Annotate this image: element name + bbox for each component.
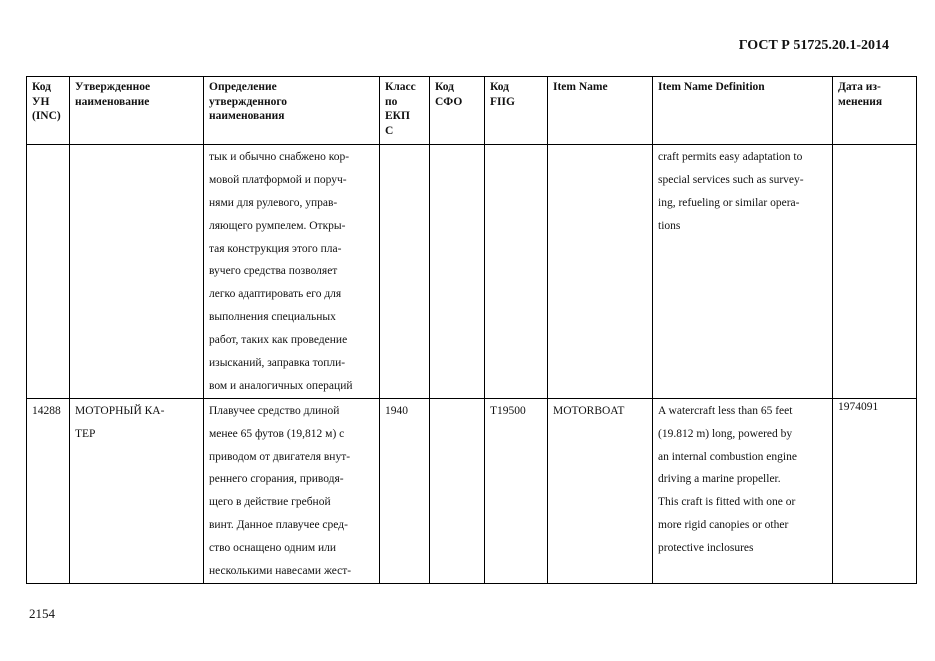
- cell-definition: Плавучее средство длиной менее 65 футов (19,812 м) с приводом от двигателя внут- реннего сгорания, приводя- щего в действие гребной винт. Данное плавучее сред- ство оснащено одним или несколькими навесами жест-: [204, 398, 380, 583]
- header-definition: Определение утвержденного наименования: [204, 77, 380, 145]
- cell-approved-name: МОТОРНЫЙ КА- ТЕР: [70, 398, 204, 583]
- header-item-name: Item Name: [548, 77, 653, 145]
- cell-sfo-code: [430, 398, 485, 583]
- table-row: [27, 398, 917, 583]
- cell-fiig-code: T19500: [485, 398, 548, 583]
- cell-item-name: [548, 145, 653, 399]
- items-table: [26, 76, 917, 584]
- cell-fiig-code: [485, 145, 548, 399]
- header-change-date: Дата из- менения: [833, 77, 917, 145]
- header-fiig-code: Код FIIG: [485, 77, 548, 145]
- page-number: 2154: [29, 606, 55, 621]
- header-approved-name: Утвержденное наименование: [70, 77, 204, 145]
- cell-approved-name: [70, 145, 204, 399]
- header-ekps-class: Класс по ЕКП С: [380, 77, 430, 145]
- standard-id: ГОСТ Р 51725.20.1-2014: [738, 38, 889, 53]
- header-item-name-definition: Item Name Definition: [653, 77, 833, 145]
- cell-ekps-class: [380, 145, 430, 399]
- cell-ekps-class: 1940: [380, 398, 430, 583]
- cell-item-name-definition: craft permits easy adaptation to special services such as survey- ing, refueling or similar opera- tions: [653, 145, 833, 399]
- cell-item-name-definition: A watercraft less than 65 feet (19.812 m) long, powered by an internal combustion engine driving a marine propeller. This craft is fitted with one or more rigid canopies or other protective inclosures: [653, 398, 833, 583]
- header-sfo-code: Код СФО: [430, 77, 485, 145]
- cell-item-name: MOTORBOAT: [548, 398, 653, 583]
- cell-inc: [27, 145, 70, 399]
- header-row: [27, 77, 917, 145]
- cell-inc: 14288: [27, 398, 70, 583]
- cell-change-date: 1974091: [833, 398, 917, 583]
- table-row: [27, 145, 917, 399]
- cell-sfo-code: [430, 145, 485, 399]
- header-inc: Код УН (INC): [27, 77, 70, 145]
- cell-change-date: [833, 145, 917, 399]
- items-table-container: [26, 76, 916, 584]
- cell-definition: тык и обычно снабжено кор- мовой платформой и поруч- нями для рулевого, управ- ляющего румпелем. Откры- тая конструкция этого пла- вучего средства позволяет легко адаптировать его для выполнения специальных работ, таких как проведение изысканий, заправка топли- вом и аналогичных операций: [204, 145, 380, 399]
